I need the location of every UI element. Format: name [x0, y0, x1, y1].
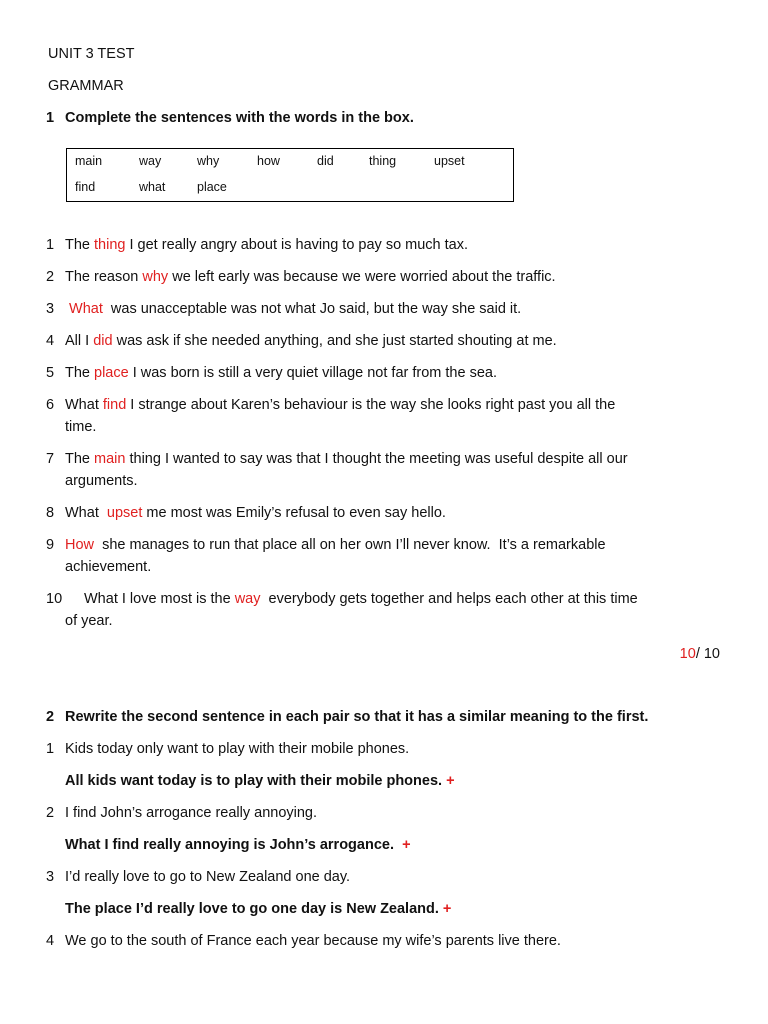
- sentence: All I did was ask if she needed anything, and she just started shouting at me.: [65, 333, 557, 349]
- section-title: GRAMMAR: [48, 78, 124, 94]
- item-number: 10: [46, 591, 63, 607]
- sentence: What I love most is the way everybody gets together and helps each other at this time: [84, 591, 638, 607]
- filled-answer: find: [102, 397, 127, 413]
- sentence-continuation: arguments.: [65, 473, 138, 489]
- score: [680, 646, 720, 662]
- filled-answer: upset: [106, 505, 143, 521]
- rewritten-answer: What I find really annoying is John’s arrogance. +: [65, 837, 411, 853]
- box-word: place: [197, 180, 227, 194]
- box-word: what: [139, 180, 166, 194]
- filled-answer: What: [69, 301, 103, 317]
- item-number: 2: [46, 805, 55, 821]
- box-word: upset: [434, 154, 465, 168]
- score-obtained: 10: [679, 646, 696, 662]
- sentence: The thing I get really angry about is having to pay so much tax.: [65, 237, 469, 253]
- item-number: 6: [46, 397, 55, 413]
- box-word: how: [257, 154, 280, 168]
- filled-answer: place: [94, 365, 129, 381]
- item-number: 7: [46, 451, 55, 467]
- prompt-sentence: Kids today only want to play with their mobile phones.: [65, 741, 410, 757]
- filled-answer: why: [142, 269, 169, 285]
- sentence: How she manages to run that place all on her own I’ll never know. It’s a remarkable: [65, 537, 606, 553]
- correct-mark: +: [446, 773, 455, 789]
- filled-answer: thing: [94, 237, 126, 253]
- item-number: 1: [46, 237, 55, 253]
- item-number: 4: [46, 933, 55, 949]
- item-number: 5: [46, 365, 55, 381]
- prompt-sentence: I’d really love to go to New Zealand one day.: [65, 869, 351, 885]
- item-number: 8: [46, 505, 55, 521]
- exercise-2-instruction: Rewrite the second sentence in each pair so that it has a similar meaning to the first.: [65, 709, 649, 725]
- box-word: main: [75, 154, 103, 168]
- rewritten-answer: All kids want today is to play with their mobile phones. +: [65, 773, 455, 789]
- sentence: The reason why we left early was because we were worried about the traffic.: [65, 269, 556, 285]
- sentence-continuation: time.: [65, 419, 97, 435]
- prompt-sentence: We go to the south of France each year because my wife’s parents live there.: [65, 933, 561, 949]
- word-box: [66, 148, 514, 202]
- sentence: What find I strange about Karen’s behaviour is the way she looks right past you all the: [65, 397, 616, 413]
- exercise-1-instruction: Complete the sentences with the words in the box.: [65, 110, 414, 126]
- sentence-continuation: achievement.: [65, 559, 152, 575]
- box-word: did: [317, 154, 334, 168]
- item-number: 4: [46, 333, 55, 349]
- rewritten-answer: The place I’d really love to go one day is New Zealand. +: [65, 901, 452, 917]
- exercise-1-number: 1: [46, 110, 55, 126]
- box-word: find: [75, 180, 96, 194]
- filled-answer: way: [234, 591, 261, 607]
- sentence: The main thing I wanted to say was that I thought the meeting was useful despite all our: [65, 451, 628, 467]
- box-word: way: [139, 154, 162, 168]
- item-number: 1: [46, 741, 55, 757]
- filled-answer: How: [65, 537, 95, 553]
- item-number: 9: [46, 537, 55, 553]
- correct-mark: +: [402, 837, 411, 853]
- box-word: thing: [369, 154, 397, 168]
- item-number: 3: [46, 301, 55, 317]
- filled-answer: main: [94, 451, 126, 467]
- item-number: 3: [46, 869, 55, 885]
- sentence: The place I was born is still a very quiet village not far from the sea.: [65, 365, 497, 381]
- score-total: / 10: [695, 646, 720, 662]
- unit-title: UNIT 3 TEST: [48, 46, 135, 62]
- sentence: What was unacceptable was not what Jo said, but the way she said it.: [69, 301, 522, 317]
- filled-answer: did: [93, 333, 113, 349]
- correct-mark: +: [442, 901, 452, 917]
- exercise-2-number: 2: [46, 709, 55, 725]
- box-word: why: [197, 154, 220, 168]
- prompt-sentence: I find John’s arrogance really annoying.: [65, 805, 318, 821]
- item-number: 2: [46, 269, 55, 285]
- sentence: What upset me most was Emily’s refusal to even say hello.: [65, 505, 446, 521]
- sentence-continuation: of year.: [65, 613, 113, 629]
